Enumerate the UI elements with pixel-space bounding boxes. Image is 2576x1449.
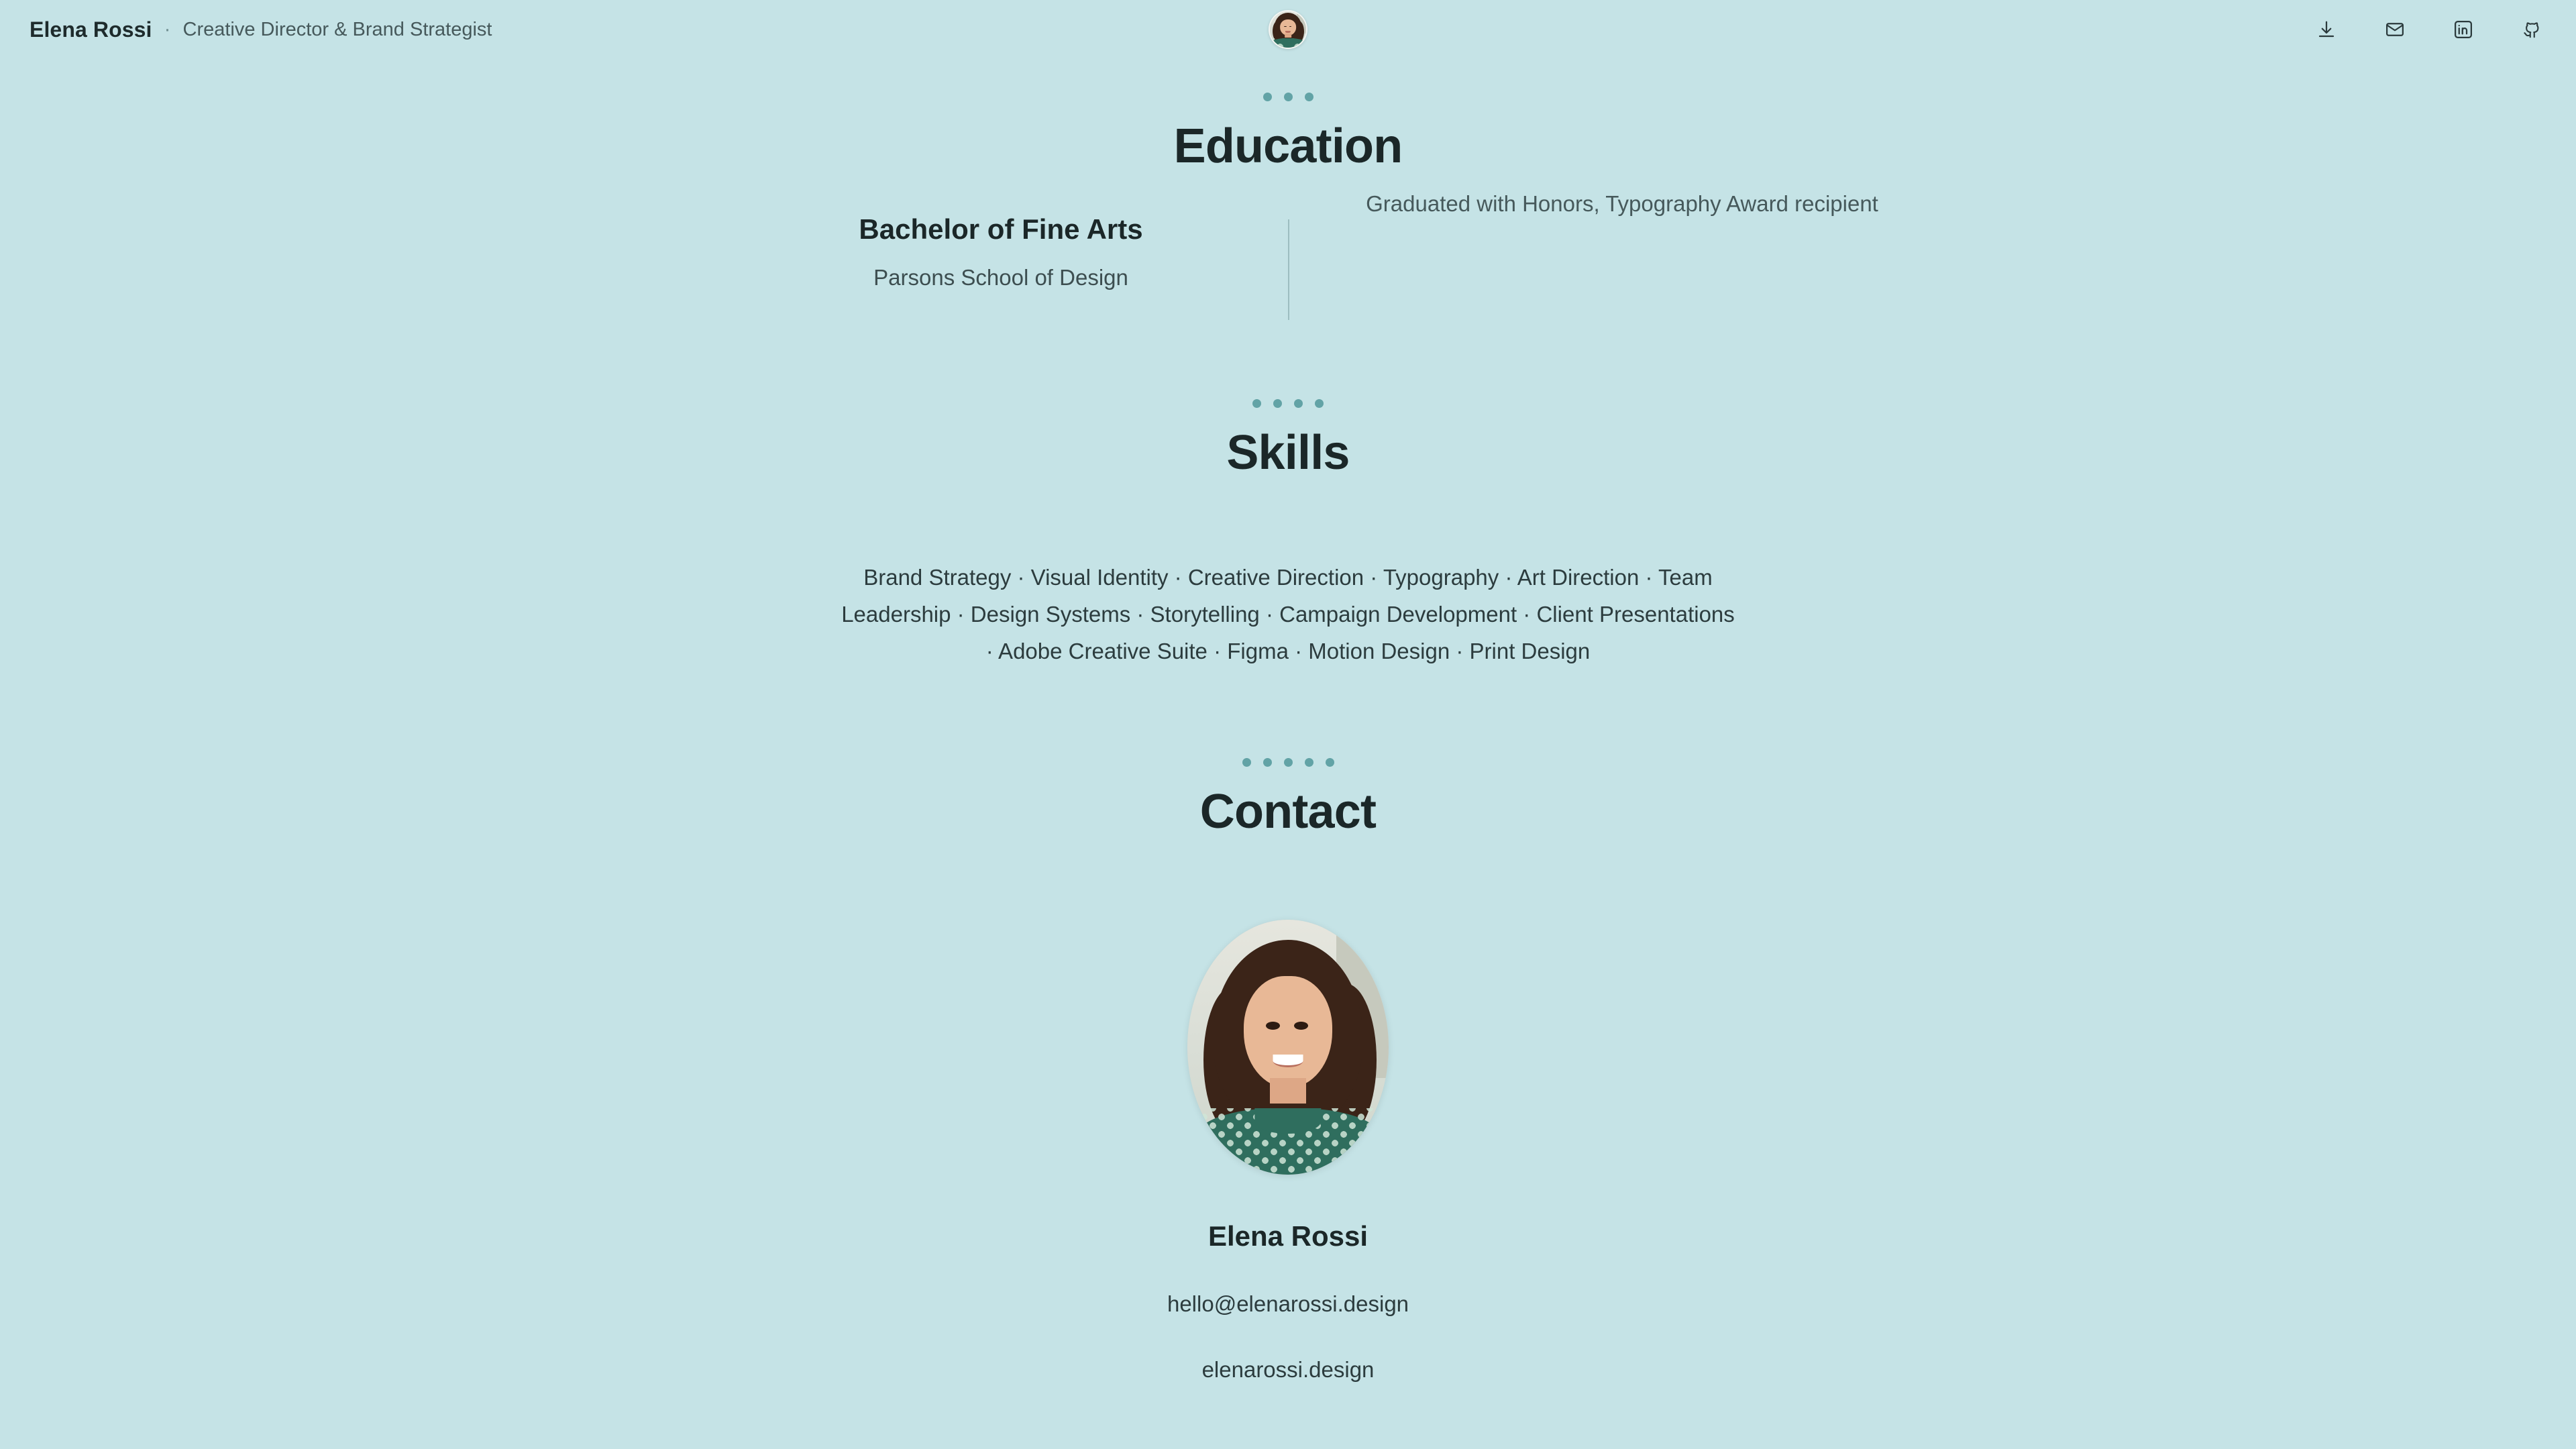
education-dots <box>0 93 2576 101</box>
profile-photo <box>1187 920 1389 1175</box>
brand-role: Creative Director & Brand Strategist <box>182 18 492 40</box>
linkedin-icon[interactable] <box>2449 15 2478 44</box>
education-entry <box>778 213 1288 290</box>
skills-title: Skills <box>1226 426 1350 480</box>
skills-dots <box>0 399 2576 408</box>
avatar <box>1269 10 1307 49</box>
brand-name: Elena Rossi <box>30 17 152 42</box>
top-bar <box>0 0 2576 59</box>
contact-website[interactable]: elenarossi.design <box>1201 1357 1375 1382</box>
education-section <box>0 93 2576 340</box>
education-divider <box>1288 219 1289 320</box>
top-bar-actions <box>2312 15 2546 44</box>
education-degree: Bachelor of Fine Arts <box>859 213 1143 245</box>
education-title: Education <box>1173 119 1403 173</box>
brand <box>30 17 492 42</box>
education-grid <box>0 191 2576 340</box>
education-note-wrapper <box>1288 189 1892 219</box>
download-icon[interactable] <box>2312 15 2341 44</box>
header-avatar-wrapper <box>1269 10 1307 49</box>
contact-dots <box>0 758 2576 767</box>
brand-separator: · <box>164 18 171 40</box>
contact-section <box>0 758 2576 1383</box>
github-icon[interactable] <box>2517 15 2546 44</box>
skills-list: Brand Strategy · Visual Identity · Creative Direction · Typography · Art Direction · Team Leadership · Design Systems · Storytelling · Campaign Development · Client Presentations · Adobe Creative Suite · Figma · Motion Design · Print Design <box>841 565 1735 663</box>
skills-section <box>0 399 2576 669</box>
contact-email[interactable]: hello@elenarossi.design <box>1167 1291 1409 1316</box>
email-icon[interactable] <box>2380 15 2410 44</box>
education-note: Graduated with Honors, Typography Award recipient <box>1366 191 1878 216</box>
education-school: Parsons School of Design <box>873 265 1128 290</box>
contact-title: Contact <box>1199 785 1377 839</box>
contact-name: Elena Rossi <box>1208 1220 1368 1252</box>
